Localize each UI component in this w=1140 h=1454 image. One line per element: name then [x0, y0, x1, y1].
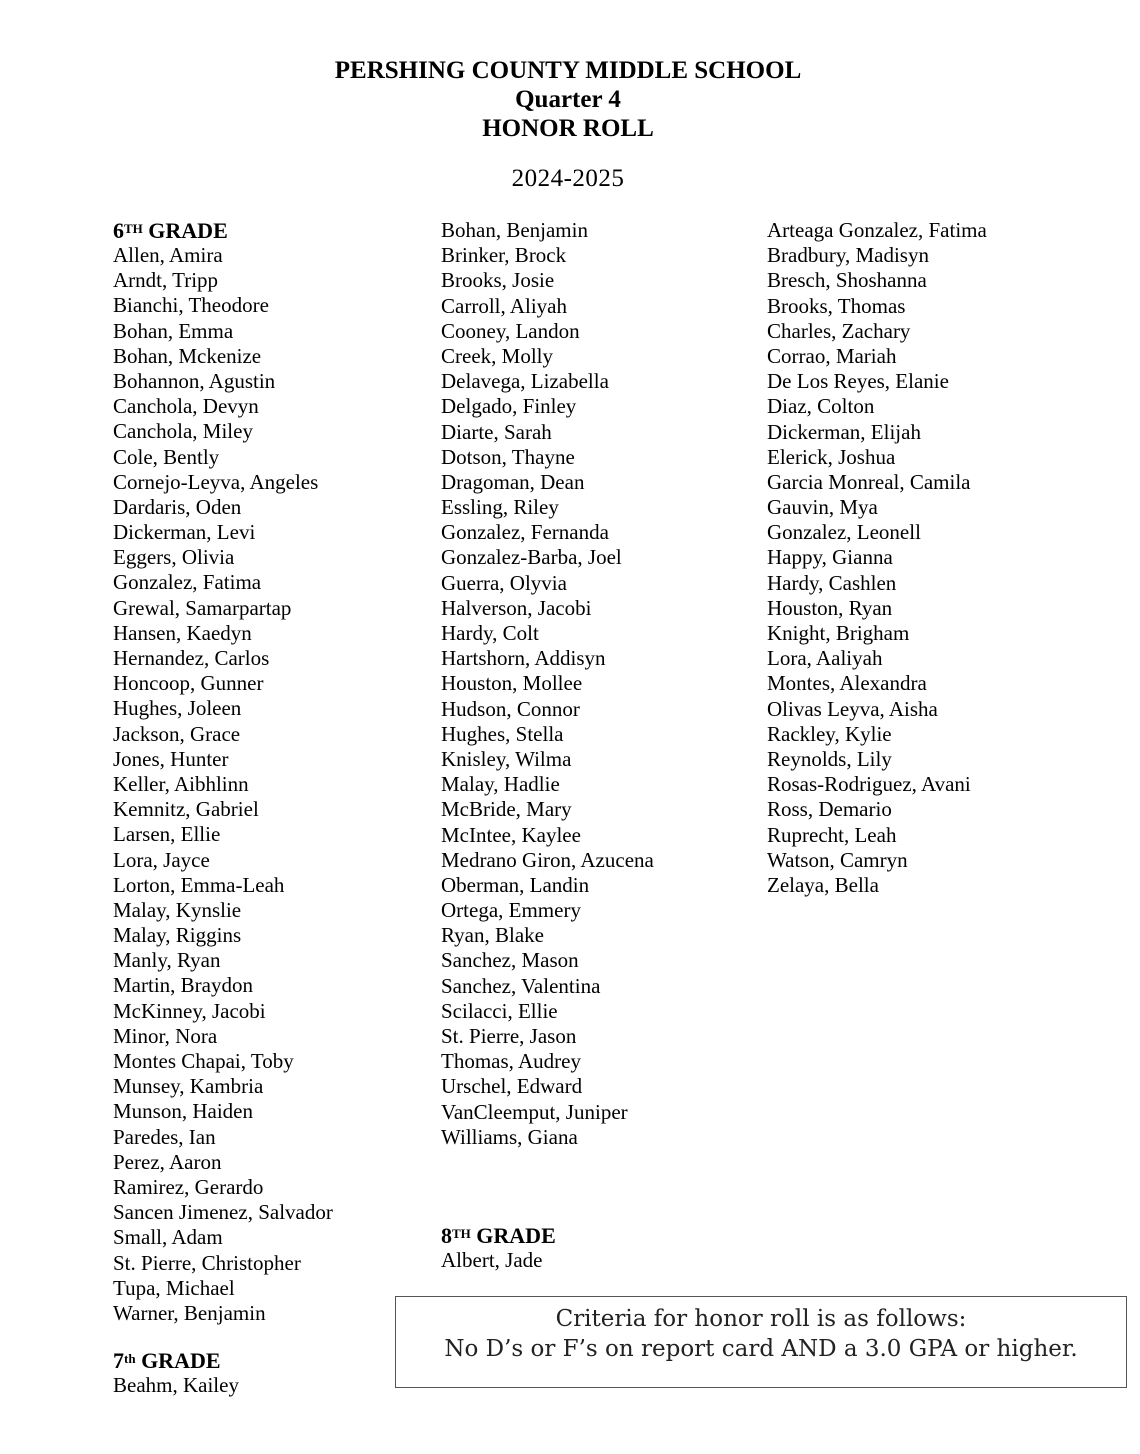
student-name: Paredes, Ian	[113, 1124, 216, 1149]
student-name: Hernandez, Carlos	[113, 646, 270, 670]
column-2	[441, 218, 761, 1273]
student-name: Dragoman, Dean	[441, 469, 585, 494]
student-name: Garcia Monreal, Camila	[767, 469, 971, 494]
document-header	[0, 56, 1136, 193]
student-name: Reynolds, Lily	[767, 746, 892, 771]
grade-7-list-col1	[113, 1373, 433, 1398]
student-name: Montes Chapai, Toby	[113, 1049, 294, 1073]
student-name: Gauvin, Mya	[767, 495, 878, 520]
student-name: Corrao, Mariah	[767, 343, 897, 368]
student-name: Guerra, Olyvia	[441, 570, 567, 595]
student-name: Brooks, Thomas	[767, 293, 906, 318]
student-name: McKinney, Jacobi	[113, 998, 266, 1023]
grade-7-heading: 7th GRADE	[113, 1348, 221, 1374]
student-name: Gonzalez, Fatima	[113, 570, 262, 595]
student-name: Small, Adam	[113, 1225, 223, 1250]
student-name: McBride, Mary	[441, 797, 572, 822]
student-name: Dickerman, Elijah	[767, 419, 921, 444]
grade-6-heading: 6TH GRADE	[113, 218, 228, 243]
student-name: Canchola, Miley	[113, 419, 253, 444]
student-name: Hudson, Connor	[441, 696, 580, 721]
student-name: Sanchez, Valentina	[441, 973, 601, 998]
grade-8-list-col3	[767, 218, 1127, 898]
student-name: Hartshorn, Addisyn	[441, 646, 606, 671]
student-name: Knisley, Wilma	[441, 746, 572, 771]
student-name: Halverson, Jacobi	[441, 595, 592, 620]
student-name: Beahm, Kailey	[113, 1373, 239, 1398]
student-name: Diaz, Colton	[767, 394, 875, 419]
student-name: Olivas Leyva, Aisha	[767, 696, 938, 721]
student-name: Thomas, Audrey	[441, 1049, 581, 1074]
student-name: Diarte, Sarah	[441, 419, 552, 444]
student-name: Canchola, Devyn	[113, 394, 259, 419]
student-name: Tupa, Michael	[113, 1275, 235, 1300]
student-name: Watson, Camryn	[767, 847, 908, 872]
column-3	[767, 218, 1127, 898]
student-name: Bohan, Mckenize	[113, 343, 262, 368]
student-name: Jackson, Grace	[113, 721, 241, 746]
student-name: Cole, Bently	[113, 444, 220, 469]
student-name: Martin, Braydon	[113, 973, 253, 998]
student-name: Elerick, Joshua	[767, 444, 896, 469]
student-name: Lorton, Emma-Leah	[113, 872, 285, 897]
student-name: Ryan, Blake	[441, 923, 544, 948]
student-name: Houston, Ryan	[767, 595, 893, 620]
student-name: Bradbury, Madisyn	[767, 243, 929, 268]
student-name: Delgado, Finley	[441, 394, 577, 419]
student-name: Delavega, Lizabella	[441, 369, 609, 394]
student-name: Oberman, Landin	[441, 872, 590, 897]
student-name: Malay, Kynslie	[113, 897, 242, 922]
student-name: Bohan, Benjamin	[441, 218, 588, 242]
student-name: Dotson, Thayne	[441, 444, 575, 469]
student-name: Happy, Gianna	[767, 545, 893, 570]
student-name: Montes, Alexandra	[767, 671, 927, 696]
student-name: Essling, Riley	[441, 495, 559, 520]
student-name: Brooks, Josie	[441, 268, 555, 293]
student-name: Bianchi, Theodore	[113, 293, 269, 318]
school-name: PERSHING COUNTY MIDDLE SCHOOL	[334, 57, 802, 84]
student-name: Dardaris, Oden	[113, 494, 242, 519]
student-name: Knight, Brigham	[767, 621, 910, 645]
student-name: Gonzalez, Leonell	[767, 520, 921, 545]
column-1	[113, 218, 433, 1398]
student-name: Gonzalez, Fernanda	[441, 520, 609, 545]
student-name: Zelaya, Bella	[767, 872, 879, 897]
grade-7-list-col2	[441, 218, 761, 1150]
student-name: Scilacci, Ellie	[441, 998, 558, 1023]
student-name: Rosas-Rodriguez, Avani	[767, 772, 971, 797]
student-name: Larsen, Ellie	[113, 822, 221, 847]
student-name: Hardy, Colt	[441, 621, 539, 645]
student-name: McIntee, Kaylee	[441, 822, 581, 847]
student-name: Munsey, Kambria	[113, 1074, 264, 1099]
quarter-label: Quarter 4	[515, 86, 621, 113]
criteria-box	[395, 1296, 1127, 1388]
student-name: Malay, Hadlie	[441, 772, 560, 797]
student-name: Urschel, Edward	[441, 1074, 583, 1099]
student-name: Medrano Giron, Azucena	[441, 847, 654, 872]
student-name: Warner, Benjamin	[113, 1300, 266, 1325]
student-name: Kemnitz, Gabriel	[113, 797, 259, 822]
student-name: Honcoop, Gunner	[113, 671, 264, 696]
student-name: Charles, Zachary	[767, 318, 911, 343]
student-name: Hansen, Kaedyn	[113, 620, 252, 645]
student-name: Bohan, Emma	[113, 318, 234, 343]
student-name: Cooney, Landon	[441, 318, 580, 343]
student-name: Houston, Mollee	[441, 671, 583, 696]
student-name: Hughes, Joleen	[113, 696, 242, 721]
student-name: Ross, Demario	[767, 797, 892, 822]
student-name: Bresch, Shoshanna	[767, 268, 927, 293]
student-name: Carroll, Aliyah	[441, 293, 567, 318]
student-name: Eggers, Olivia	[113, 545, 235, 570]
student-name: Lora, Jayce	[113, 847, 210, 872]
student-name: St. Pierre, Jason	[441, 1024, 577, 1048]
student-name: Bohannon, Agustin	[113, 368, 276, 393]
student-name: Rackley, Kylie	[767, 721, 892, 746]
student-name: De Los Reyes, Elanie	[767, 369, 949, 394]
student-name: Manly, Ryan	[113, 948, 221, 973]
student-name: Williams, Giana	[441, 1124, 578, 1149]
student-name: Munson, Haiden	[113, 1099, 253, 1124]
student-name: Ortega, Emmery	[441, 898, 581, 923]
grade-8-heading: 8TH GRADE	[441, 1222, 556, 1248]
student-name: VanCleemput, Juniper	[441, 1099, 628, 1124]
school-year: 2024-2025	[511, 165, 625, 192]
criteria-line-2: No D’s or F’s on report card AND a 3.0 GPA or higher.	[444, 1336, 1078, 1362]
student-name: Albert, Jade	[441, 1247, 543, 1272]
document-title: HONOR ROLL	[482, 115, 654, 142]
student-name: Sanchez, Mason	[441, 948, 579, 973]
student-name: Hughes, Stella	[441, 721, 564, 746]
student-name: Arndt, Tripp	[113, 268, 219, 293]
student-name: St. Pierre, Christopher	[113, 1250, 301, 1275]
criteria-line-1: Criteria for honor roll is as follows:	[555, 1306, 967, 1332]
student-name: Allen, Amira	[113, 243, 223, 267]
student-name: Minor, Nora	[113, 1023, 218, 1048]
student-name: Gonzalez-Barba, Joel	[441, 545, 622, 570]
student-name: Ramirez, Gerardo	[113, 1174, 264, 1199]
student-name: Cornejo-Leyva, Angeles	[113, 469, 319, 494]
student-name: Arteaga Gonzalez, Fatima	[767, 218, 987, 242]
student-name: Hardy, Cashlen	[767, 570, 897, 595]
student-name: Lora, Aaliyah	[767, 646, 883, 671]
student-name: Sancen Jimenez, Salvador	[113, 1200, 333, 1225]
student-name: Jones, Hunter	[113, 746, 229, 771]
student-name: Keller, Aibhlinn	[113, 771, 249, 796]
student-name: Grewal, Samarpartap	[113, 595, 292, 620]
student-name: Creek, Molly	[441, 343, 553, 368]
student-name: Perez, Aaron	[113, 1149, 222, 1174]
student-name: Ruprecht, Leah	[767, 822, 897, 847]
student-name: Malay, Riggins	[113, 923, 242, 948]
grade-8-list-col2	[441, 1248, 761, 1273]
student-name: Brinker, Brock	[441, 243, 567, 268]
student-name: Dickerman, Levi	[113, 520, 256, 545]
grade-6-list	[113, 243, 433, 1326]
